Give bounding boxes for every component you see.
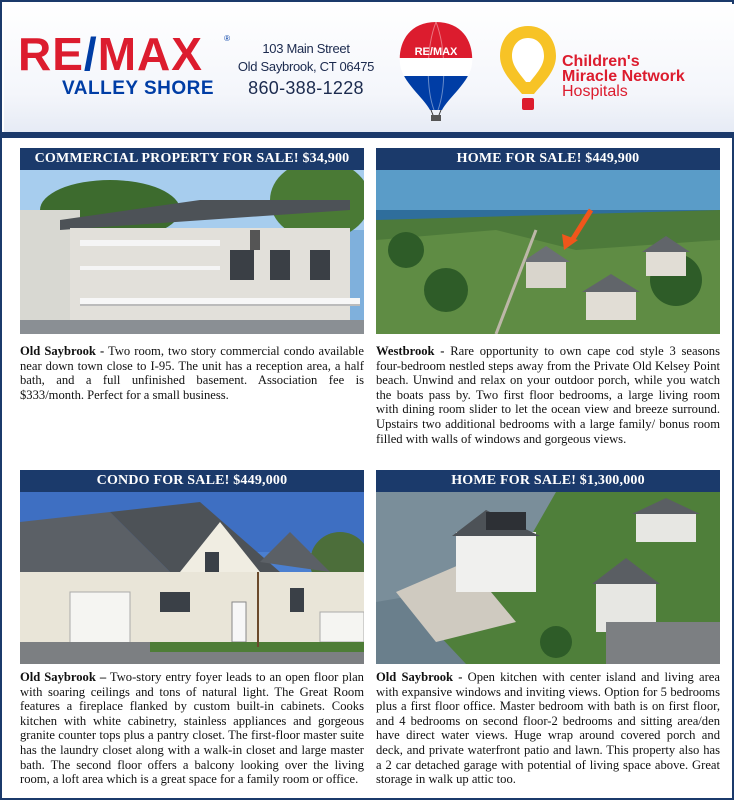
logo-max: MAX	[97, 28, 203, 80]
logo-registered-mark: ®	[224, 34, 230, 43]
hot-air-balloon-logo-icon	[396, 18, 476, 122]
logo-re: RE	[18, 28, 84, 80]
listing-photo-commercial-building	[20, 170, 364, 334]
office-address	[236, 40, 376, 100]
listing-photo-aerial-coast	[376, 170, 720, 334]
listing-body: Two room, two story commercial condo available near down town close to I-95. The unit has a reception area, a half bath, and a full unfinished basement. Association fee is $333/month. Perfect for a small business.	[20, 344, 364, 402]
address-street: 103 Main Street	[262, 41, 350, 56]
listing-card-westbrook	[376, 148, 720, 448]
header-banner	[4, 4, 734, 132]
logo-office-name: VALLEY SHORE	[62, 78, 215, 99]
address-city: Old Saybrook, CT 06475	[237, 59, 375, 74]
listing-description	[20, 344, 364, 402]
remax-logo	[18, 28, 230, 100]
listing-photo-waterfront-home	[376, 492, 720, 664]
listing-town: Old Saybrook -	[376, 670, 463, 684]
listing-description	[20, 670, 364, 787]
listing-description	[376, 344, 720, 446]
listing-town: Old Saybrook –	[20, 670, 107, 684]
listing-card-commercial	[20, 148, 364, 438]
balloon-charity-icon	[496, 22, 560, 114]
listing-description	[376, 670, 720, 787]
listing-body: Open kitchen with center island and living area with expansive windows and inviting views. Option for 5 bedrooms plus a first floor office. Master bedroom with bath is on first floor, and 4 bedrooms on second floor-2 bedrooms and sitting area/den have direct water views. Huge wrap around covered porch and deck, and private waterfront patio and lawn. This property also has a 2 car detached garage with potential of living space above. Great storage in walk up attic too.	[376, 670, 720, 787]
listing-town: Westbrook -	[376, 344, 445, 358]
listing-title: HOME FOR SALE! $1,300,000	[376, 470, 720, 492]
listing-title: COMMERCIAL PROPERTY FOR SALE! $34,900	[20, 148, 364, 170]
charity-name: Children's Miracle Network Hospitals	[562, 53, 685, 100]
listing-title: CONDO FOR SALE! $449,000	[20, 470, 364, 492]
listing-title: HOME FOR SALE! $449,900	[376, 148, 720, 170]
listing-card-condo	[20, 470, 364, 796]
header-divider	[2, 132, 734, 138]
listing-card-waterfront	[376, 470, 720, 796]
listing-photo-condo	[20, 492, 364, 664]
logo-slash: /	[83, 28, 98, 80]
balloon-label: RE/MAX	[414, 46, 458, 58]
office-phone: 860-388-1228	[248, 78, 364, 98]
listing-body: Rare opportunity to own cape cod style 3 seasons four-bedroom nestled steps away from the Private Old Kelsey Point beach. Unwind and relax on your outdoor porch, while you watch the boats pass by. Two first floor bedrooms, a large living room with dining room slider to let the ocean view and breeze surround. Upstairs two additional bedrooms with a large family/ bonus room filled with walls of windows and gorgeous views.	[376, 344, 720, 446]
listing-body: Two-story entry foyer leads to an open floor plan with soaring ceilings and tons of natural light. The Great Room features a fireplace flanked by custom built-in cabinets. Cooks kitchen with white cabinetry, stainless appliances and gorgeous granite counter tops plus a pantry closet. The first-floor master suite has the laundry closet along with a walk-in closet and large master bath. The second floor offers a balcony looking over the living room, a loft area which is a great space for a family room or office.	[20, 670, 364, 787]
listing-town: Old Saybrook -	[20, 344, 105, 358]
